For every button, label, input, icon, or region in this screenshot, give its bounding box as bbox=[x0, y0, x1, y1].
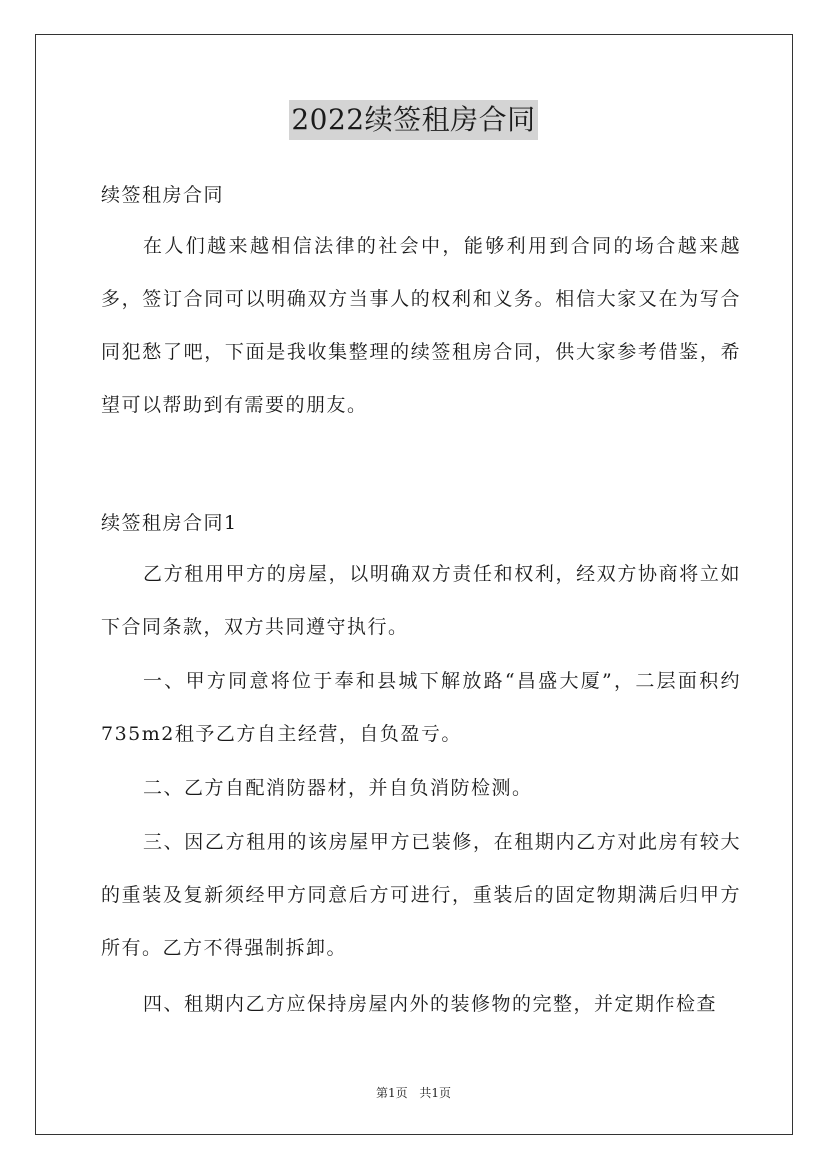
body-paragraph-5: 四、租期内乙方应保持房屋内外的装修物的完整，并定期作检查 bbox=[143, 993, 718, 1015]
page-footer bbox=[0, 1084, 827, 1101]
page-total: 共1页 bbox=[419, 1086, 452, 1100]
body-paragraph-3: 二、乙方自配消防器材，并自负消防检测。 bbox=[143, 777, 533, 799]
page-number: 第1页 bbox=[375, 1086, 408, 1100]
section-heading: 续签租房合同1 bbox=[101, 512, 238, 534]
document-subtitle: 续签租房合同 bbox=[101, 184, 225, 206]
body-paragraph-2: 一、甲方同意将位于奉和县城下解放路“昌盛大厦”，二层面积约735m2租予乙方自主经营，自负盈亏。 bbox=[101, 670, 741, 745]
body-paragraph-1: 乙方租用甲方的房屋，以明确双方责任和权利，经双方协商将立如下合同条款，双方共同遵守执行。 bbox=[101, 563, 741, 638]
document-title: 2022续签租房合同 bbox=[289, 100, 537, 140]
title-container bbox=[0, 100, 827, 140]
intro-paragraph: 在人们越来越相信法律的社会中，能够利用到合同的场合越来越多，签订合同可以明确双方当事人的权利和义务。相信大家又在为写合同犯愁了吧，下面是我收集整理的续签租房合同，供大家参考借鉴，希望可以帮助到有需要的朋友。 bbox=[101, 235, 741, 416]
body-paragraph-4: 三、因乙方租用的该房屋甲方已装修，在租期内乙方对此房有较大的重装及复新须经甲方同意后方可进行，重装后的固定物期满后归甲方所有。乙方不得强制拆卸。 bbox=[101, 831, 741, 959]
